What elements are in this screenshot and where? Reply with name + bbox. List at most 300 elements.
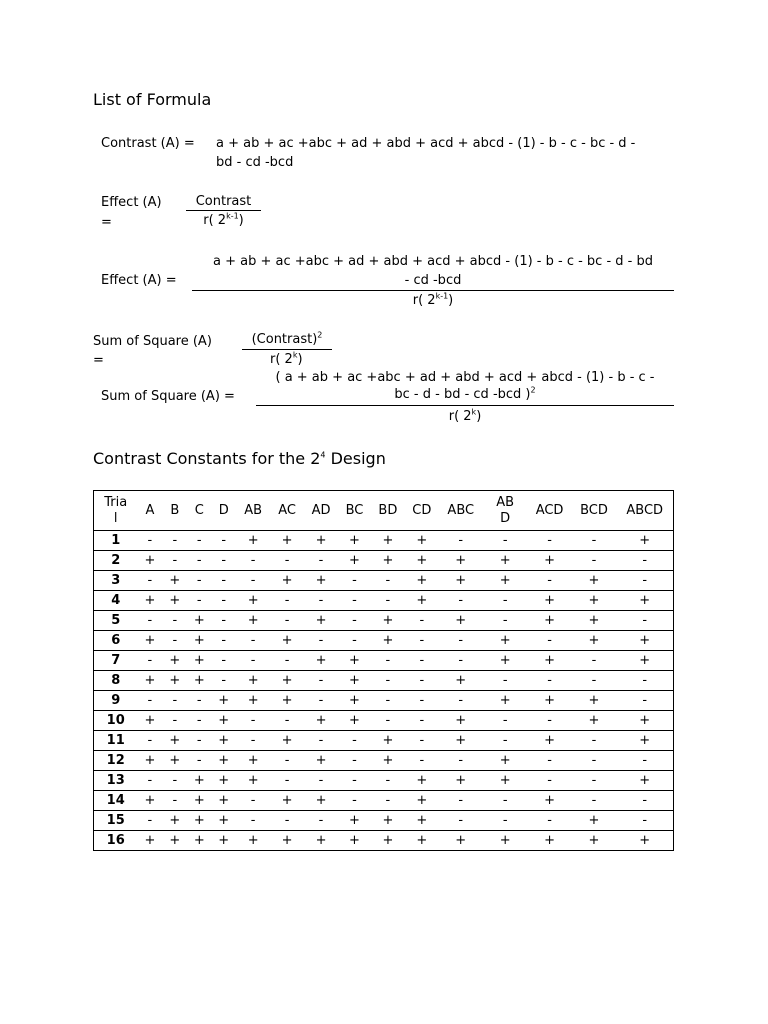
sign-cell: + [371,831,405,851]
sign-cell: - [304,671,338,691]
table-header-cell: BC [338,491,371,531]
sign-cell: + [338,551,371,571]
sign-cell: - [405,751,439,771]
sign-cell: - [137,611,162,631]
table-row [94,631,674,651]
sign-cell: + [162,591,187,611]
sign-cell: + [236,671,270,691]
sign-cell: - [162,551,187,571]
sign-cell: + [187,671,211,691]
sign-cell: - [405,631,439,651]
sign-cell: + [483,771,528,791]
trial-number-cell: 11 [94,731,138,751]
sign-cell: + [211,711,236,731]
sign-cell: - [270,811,304,831]
sign-cell: - [483,791,528,811]
sign-cell: - [304,591,338,611]
ss-numerator: (Contrast)$^2$ [251,330,323,347]
sign-cell: - [528,811,572,831]
sign-cell: + [304,651,338,671]
sign-cell: + [137,631,162,651]
sign-cell: - [304,811,338,831]
sign-cell: - [405,731,439,751]
section-title-contrast-constants: Contrast Constants for the $2^4$ Design [93,449,386,468]
sign-cell: - [572,671,617,691]
sign-cell: + [211,731,236,751]
sign-cell: + [405,591,439,611]
ss-fraction-bar [242,349,332,350]
table-header-cell: AB D [483,491,528,531]
sign-cell: - [270,711,304,731]
sign-cell: + [483,631,528,651]
sign-cell: - [211,651,236,671]
sign-cell: + [304,791,338,811]
sign-cell: - [439,651,483,671]
sign-cell: + [187,611,211,631]
table-row [94,571,674,591]
sign-cell: + [572,831,617,851]
sign-cell: + [270,531,304,551]
trial-number-cell: 7 [94,651,138,671]
sign-cell: - [439,531,483,551]
sign-cell: + [528,731,572,751]
contrast-label: Contrast (A) = [101,136,195,151]
table-header-cell: AB [236,491,270,531]
sign-cell: + [338,831,371,851]
sign-cell: - [236,551,270,571]
sign-cell: + [187,831,211,851]
sign-cell: - [528,531,572,551]
sign-cell: - [371,771,405,791]
sign-cell: + [439,711,483,731]
sign-cell: - [572,771,617,791]
sign-cell: - [137,571,162,591]
sign-cell: - [405,671,439,691]
sign-cell: - [236,711,270,731]
sign-cell: - [405,691,439,711]
sign-cell: - [162,691,187,711]
sign-cell: + [572,811,617,831]
sign-cell: - [405,611,439,631]
sign-cell: - [616,611,673,631]
table-row [94,831,674,851]
sign-cell: + [137,711,162,731]
sign-cell: - [338,611,371,631]
sign-cell: + [616,651,673,671]
sign-cell: - [162,611,187,631]
trial-number-cell: 6 [94,631,138,651]
table-row [94,811,674,831]
section-title-formulas: List of Formula [93,90,212,109]
sign-cell: - [371,651,405,671]
sign-cell: - [371,571,405,591]
sign-cell: - [270,751,304,771]
sign-cell: - [338,751,371,771]
sign-cell: - [483,611,528,631]
table-row [94,711,674,731]
trial-number-cell: 4 [94,591,138,611]
table-row [94,551,674,571]
sign-cell: + [187,651,211,671]
sign-cell: - [187,571,211,591]
sign-cell: + [528,691,572,711]
sign-cell: - [371,791,405,811]
sign-cell: - [187,731,211,751]
table-header-cell: AD [304,491,338,531]
sign-cell: + [572,571,617,591]
sign-cell: + [483,551,528,571]
sign-cell: - [528,711,572,731]
sign-cell: + [137,791,162,811]
table-row [94,771,674,791]
sign-cell: - [371,671,405,691]
effect-fraction-bar [186,210,261,211]
sign-cell: - [187,531,211,551]
sign-cell: + [162,831,187,851]
sign-cell: + [405,791,439,811]
sign-cell: - [211,591,236,611]
table-row [94,671,674,691]
table-row [94,611,674,631]
sign-cell: + [371,611,405,631]
sign-cell: + [338,671,371,691]
ss-full-numerator-line1: ( a + ab + ac +abc + ad + abd + acd + abcd - (1) - b - c - [275,370,655,385]
effect-denominator: r( 2$^{k-1}$) [203,211,244,228]
sign-cell: + [439,771,483,791]
sign-cell: + [405,531,439,551]
sign-cell: + [439,551,483,571]
sign-cell: + [338,691,371,711]
sign-cell: + [572,631,617,651]
sign-cell: - [483,531,528,551]
sign-cell: - [304,771,338,791]
sign-cell: - [211,551,236,571]
sign-cell: + [211,691,236,711]
sign-cell: + [236,691,270,711]
effect-label-equals: = [101,215,112,230]
sign-cell: + [187,811,211,831]
sign-cell: - [211,671,236,691]
sign-cell: - [187,691,211,711]
sign-cell: + [616,771,673,791]
sign-cell: - [187,751,211,771]
sign-cell: + [528,551,572,571]
sign-cell: - [162,531,187,551]
sign-cell: + [270,691,304,711]
sign-cell: + [338,651,371,671]
sign-cell: - [304,731,338,751]
sign-cell: - [572,791,617,811]
sign-cell: - [483,811,528,831]
sign-cell: - [137,771,162,791]
trial-number-cell: 16 [94,831,138,851]
effect-numerator: Contrast [195,194,252,209]
ss-label: Sum of Square (A) [93,334,212,349]
sign-cell: + [211,831,236,851]
sign-cell: + [162,751,187,771]
ss-full-label: Sum of Square (A) = [101,389,235,404]
sign-cell: + [616,711,673,731]
sign-cell: - [137,731,162,751]
sign-cell: - [162,771,187,791]
sign-cell: + [137,551,162,571]
sign-cell: - [137,651,162,671]
sign-cell: - [616,751,673,771]
table-header-cell: ABC [439,491,483,531]
sign-cell: + [162,671,187,691]
table-row [94,791,674,811]
sign-cell: + [405,551,439,571]
table-row [94,591,674,611]
sign-cell: - [405,651,439,671]
sign-cell: - [439,631,483,651]
table-header-cell: AC [270,491,304,531]
sign-cell: - [572,751,617,771]
sign-cell: + [211,751,236,771]
sign-cell: + [371,731,405,751]
sign-cell: - [236,791,270,811]
sign-cell: - [211,611,236,631]
sign-cell: + [338,711,371,731]
table-row [94,751,674,771]
sign-cell: - [236,631,270,651]
trial-number-cell: 1 [94,531,138,551]
table-header-cell: ABCD [616,491,673,531]
sign-cell: + [439,831,483,851]
sign-cell: - [439,811,483,831]
sign-cell: - [483,671,528,691]
sign-cell: + [137,751,162,771]
sign-cell: - [270,651,304,671]
sign-cell: + [483,751,528,771]
sign-cell: - [371,691,405,711]
sign-cell: - [616,791,673,811]
sign-cell: - [572,551,617,571]
table-header-row [94,491,674,531]
sign-cell: - [483,711,528,731]
trial-number-cell: 10 [94,711,138,731]
sign-cell: - [616,671,673,691]
trial-number-cell: 8 [94,671,138,691]
sign-cell: - [162,791,187,811]
sign-cell: - [572,651,617,671]
sign-cell: + [270,831,304,851]
sign-cell: + [616,531,673,551]
sign-cell: + [405,771,439,791]
sign-cell: + [528,591,572,611]
sign-cell: + [304,611,338,631]
sign-cell: + [616,591,673,611]
table-row [94,691,674,711]
sign-cell: + [572,611,617,631]
sign-cell: - [338,791,371,811]
sign-cell: - [304,551,338,571]
sign-cell: + [270,791,304,811]
sign-cell: - [187,551,211,571]
sign-cell: + [162,811,187,831]
sign-cell: - [528,751,572,771]
sign-cell: + [304,751,338,771]
table-body [94,531,674,851]
sign-cell: - [270,591,304,611]
sign-cell: + [187,791,211,811]
sign-cell: + [371,811,405,831]
table-row [94,731,674,751]
ss-denominator: r( 2$^k$) [270,350,303,367]
sign-cell: + [572,711,617,731]
sign-cell: + [162,651,187,671]
sign-cell: - [572,531,617,551]
sign-cell: + [405,571,439,591]
sign-cell: - [528,571,572,591]
sign-cell: + [236,531,270,551]
sign-cell: + [439,571,483,591]
sign-cell: - [162,711,187,731]
ss-full-fraction-bar [256,405,674,406]
effect-full-label: Effect (A) = [101,273,177,288]
table-header-cell: D [211,491,236,531]
sign-cell: + [528,611,572,631]
sign-cell: + [137,831,162,851]
sign-cell: + [304,711,338,731]
sign-cell: - [236,811,270,831]
sign-cell: - [236,731,270,751]
effect-full-numerator-line2: - cd -bcd [404,273,462,288]
sign-cell: + [236,831,270,851]
contrast-formula-line1: a + ab + ac +abc + ad + abd + acd + abcd - (1) - b - c - bc - d - [216,136,636,151]
sign-cell: + [304,531,338,551]
sign-cell: + [439,611,483,631]
sign-cell: - [338,571,371,591]
contrast-constants-table [93,490,674,851]
trial-number-cell: 5 [94,611,138,631]
sign-cell: - [236,571,270,591]
sign-cell: - [439,691,483,711]
sign-cell: - [338,731,371,751]
trial-number-cell: 9 [94,691,138,711]
sign-cell: + [162,731,187,751]
sign-cell: + [616,731,673,751]
sign-cell: + [405,831,439,851]
sign-cell: - [338,591,371,611]
table-row [94,651,674,671]
effect-full-numerator-line1: a + ab + ac +abc + ad + abd + acd + abcd - (1) - b - c - bc - d - bd [212,254,653,269]
sign-cell: - [162,631,187,651]
sign-cell: + [371,531,405,551]
sign-cell: + [483,831,528,851]
trial-number-cell: 15 [94,811,138,831]
effect-full-denominator: r( 2$^{k-1}$) [412,291,454,308]
sign-cell: + [439,671,483,691]
sign-cell: + [236,611,270,631]
sign-cell: - [338,771,371,791]
sign-cell: - [304,691,338,711]
sign-cell: + [236,751,270,771]
sign-cell: + [483,651,528,671]
sign-cell: + [211,791,236,811]
sign-cell: - [371,711,405,731]
sign-cell: + [270,671,304,691]
sign-cell: - [439,791,483,811]
sign-cell: - [338,631,371,651]
sign-cell: + [236,771,270,791]
effect-full-fraction-bar [192,290,674,291]
sign-cell: - [405,711,439,731]
table-header-cell: BCD [572,491,617,531]
sign-cell: - [483,731,528,751]
sign-cell: + [371,751,405,771]
sign-cell: - [483,591,528,611]
sign-cell: - [211,631,236,651]
sign-cell: - [616,811,673,831]
sign-cell: + [211,771,236,791]
trial-number-cell: 13 [94,771,138,791]
sign-cell: + [528,791,572,811]
sign-cell: + [483,691,528,711]
sign-cell: - [211,571,236,591]
sign-cell: + [338,811,371,831]
effect-label: Effect (A) [101,195,162,210]
sign-cell: - [270,551,304,571]
sign-cell: + [162,571,187,591]
sign-cell: + [187,631,211,651]
sign-cell: - [528,671,572,691]
sign-cell: - [572,731,617,751]
table-row [94,531,674,551]
sign-cell: + [572,591,617,611]
sign-cell: - [137,531,162,551]
sign-cell: - [270,771,304,791]
sign-cell: + [616,631,673,651]
table-header-cell: B [162,491,187,531]
sign-cell: - [304,631,338,651]
sign-cell: - [616,551,673,571]
sign-cell: - [528,631,572,651]
sign-cell: + [211,811,236,831]
sign-cell: + [338,531,371,551]
table-header-cell: CD [405,491,439,531]
sign-cell: - [439,591,483,611]
table-header-cell: Tria l [94,491,138,531]
trial-number-cell: 2 [94,551,138,571]
sign-cell: + [236,591,270,611]
trial-number-cell: 3 [94,571,138,591]
ss-full-numerator-line2: bc - d - bd - cd -bcd )$^2$ [394,385,536,402]
sign-cell: + [187,771,211,791]
sign-cell: - [528,771,572,791]
sign-cell: - [236,651,270,671]
table-header-cell: C [187,491,211,531]
sign-cell: + [270,631,304,651]
ss-label-equals: = [93,353,104,368]
sign-cell: - [137,811,162,831]
sign-cell: + [137,671,162,691]
table-header-cell: ACD [528,491,572,531]
sign-cell: - [211,531,236,551]
sign-cell: - [187,711,211,731]
sign-cell: + [439,731,483,751]
sign-cell: + [304,571,338,591]
sign-cell: + [270,571,304,591]
sign-cell: + [483,571,528,591]
sign-cell: - [616,691,673,711]
table-header-cell: A [137,491,162,531]
sign-cell: + [371,551,405,571]
sign-cell: - [137,691,162,711]
sign-cell: + [572,691,617,711]
sign-cell: + [137,591,162,611]
sign-cell: + [616,831,673,851]
